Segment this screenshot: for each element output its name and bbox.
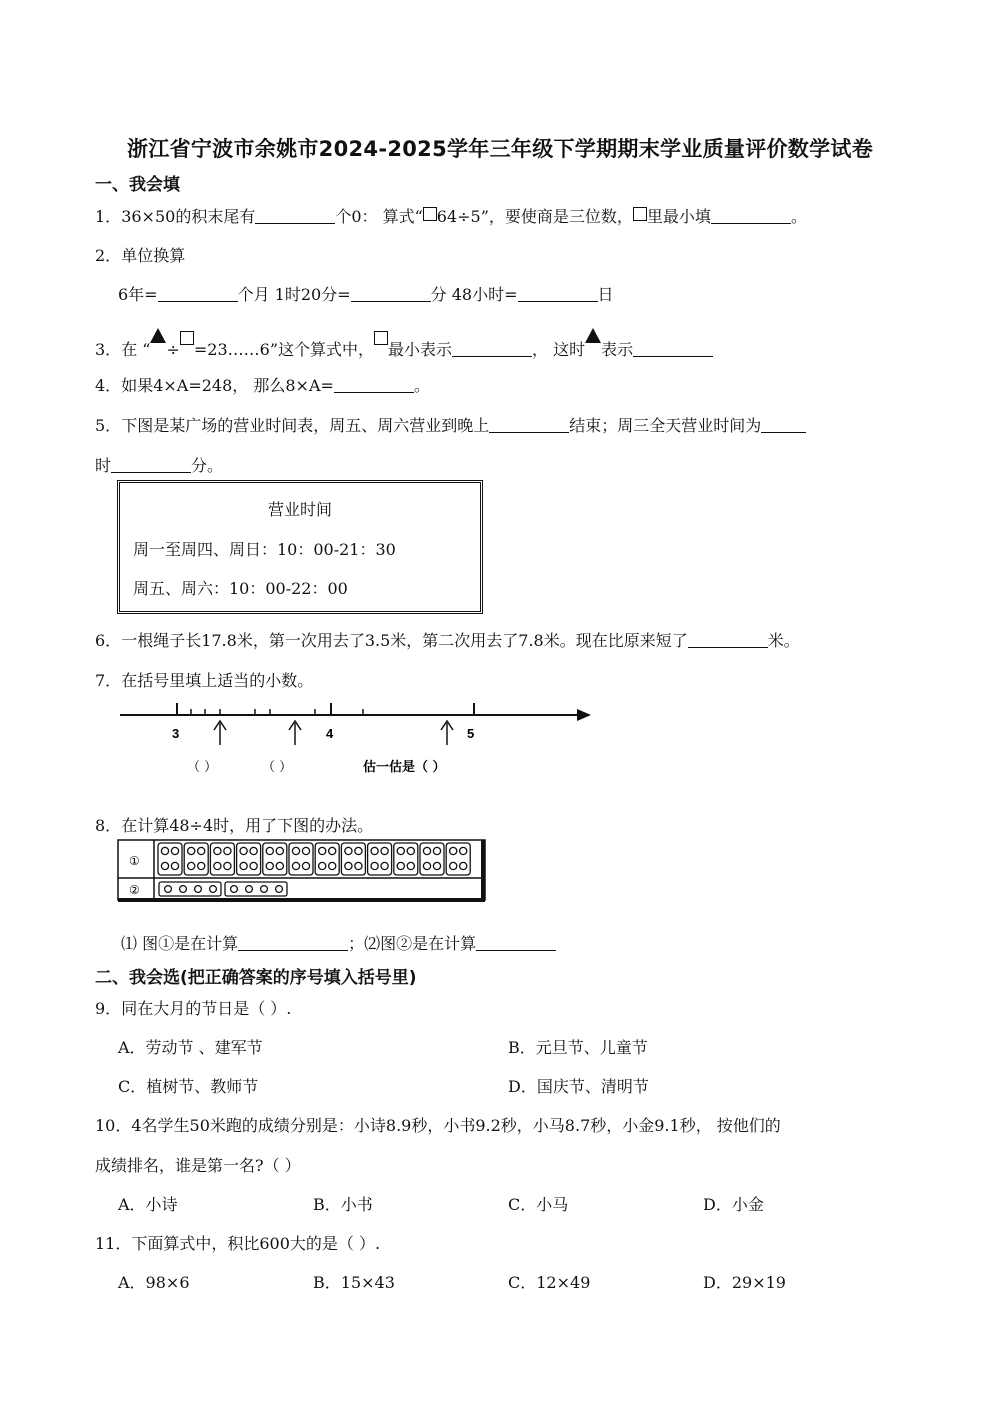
answer-blank[interactable] [688,633,768,648]
dot [195,886,202,893]
dot [407,847,414,854]
dot [381,847,388,854]
dot [423,847,430,854]
square-symbol [633,207,647,221]
tick-label: 5 [467,726,475,741]
dot [214,862,221,869]
answer-blank[interactable] [111,458,191,473]
dot [302,862,309,869]
option-d[interactable]: D．小金 [703,1195,764,1214]
answer-parentheses: （ ） [187,760,218,775]
dot [381,862,388,869]
answer-blank[interactable] [452,342,532,357]
dot [329,862,336,869]
dot [224,862,231,869]
option-a[interactable]: A．98×6 [118,1273,190,1292]
dot [355,847,362,854]
option-d[interactable]: D．国庆节、清明节 [508,1077,649,1096]
answer-parentheses: （ ） [262,760,293,775]
table-row: 周五、周六：10：00-22：00 [133,579,348,598]
question-4: 4．如果4×A=248， 那么8×A= 。 [95,376,430,395]
option-b[interactable]: B．小书 [313,1195,373,1214]
question-6: 6．一根绳子长17.8米，第一次用去了3.5米，第二次用去了7.8米。现在比原来短了 米。 [95,631,800,650]
table-title: 营业时间 [267,500,332,519]
answer-blank[interactable] [489,418,569,433]
square-symbol [374,331,388,345]
dot [371,847,378,854]
answer-blank[interactable] [255,209,335,224]
option-b[interactable]: B．元旦节、儿童节 [508,1038,648,1057]
dot [161,862,168,869]
dot [345,847,352,854]
question-5: 5．下图是某广场的营业时间表，周五、周六营业到晚上 结束；周三全天营业时间为 [95,413,806,436]
dot [246,886,253,893]
option-a[interactable]: A．劳动节 、建军节 [118,1038,263,1057]
question-11: 11．下面算式中，积比600大的是（ ）. [95,1234,381,1253]
question-8-subparts: ⑴ 图①是在计算 ；⑵图②是在计算 [121,931,556,954]
question-1: 1．36×50的积末尾有 个0： 算式“ 64÷5”，要使商是三位数， 里最小填 。 [95,207,807,226]
option-c[interactable]: C．植树节、教师节 [118,1077,259,1096]
dot [198,847,205,854]
triangle-symbol [585,328,601,343]
dot [161,847,168,854]
option-c[interactable]: C．小马 [508,1195,569,1214]
square-symbol [180,331,194,345]
dot [460,862,467,869]
dot [231,886,238,893]
answer-blank[interactable] [334,378,414,393]
dot [171,847,178,854]
row-label: ① [129,854,140,868]
dot [292,862,299,869]
dot [460,847,467,854]
dot [250,847,257,854]
dot [423,862,430,869]
dot [276,847,283,854]
dot [198,862,205,869]
dot [397,847,404,854]
option-c[interactable]: C．12×49 [508,1273,591,1292]
estimate-label: 估一估是（ ） [363,760,446,775]
question-5-cont: 时 分。 [95,456,224,475]
dot [329,847,336,854]
tick-label: 3 [172,726,180,741]
answer-blank[interactable] [476,936,556,951]
answer-blank[interactable] [761,418,806,433]
number-line-figure [115,693,600,783]
dot [433,847,440,854]
division-figure [117,838,489,904]
dot [276,862,283,869]
dot [188,862,195,869]
question-10-cont: 成绩排名，谁是第一名?（ ） [95,1156,301,1175]
question-9: 9．同在大月的节日是（ ）. [95,999,292,1018]
dot [371,862,378,869]
option-a[interactable]: A．小诗 [118,1195,178,1214]
dot [188,847,195,854]
dot [261,886,268,893]
dot [319,862,326,869]
dot [450,862,457,869]
dot [210,886,217,893]
dot [292,847,299,854]
question-7: 7．在括号里填上适当的小数。 [95,671,314,690]
option-d[interactable]: D．29×19 [703,1273,786,1292]
dot [266,862,273,869]
question-2: 2．单位换算 [95,246,186,265]
arrow-up-icon [214,721,226,745]
question-8: 8．在计算48÷4时，用了下图的办法。 [95,816,374,835]
dot [180,886,187,893]
dot [171,862,178,869]
dot [214,847,221,854]
question-2-conversions: 6年= 个月 1时20分= 分 48小时= 日 [118,285,614,304]
answer-blank[interactable] [518,287,598,302]
answer-blank[interactable] [158,287,238,302]
table-row: 周一至周四、周日：10：00-21：30 [133,540,396,559]
business-hours-table [117,480,483,614]
row-label: ② [129,883,140,897]
arrow-right-icon [577,709,591,721]
dot [450,847,457,854]
dot [224,847,231,854]
dot [240,862,247,869]
question-3: 3．在 “ ÷ =23……6”这个算式中， 最小表示 ， 这时 表示 [95,328,713,360]
dot [345,862,352,869]
square-symbol [423,207,437,221]
answer-blank[interactable] [633,342,713,357]
dot [266,847,273,854]
dot [165,886,172,893]
triangle-symbol [150,328,166,343]
option-b[interactable]: B．15×43 [313,1273,395,1292]
dot [250,862,257,869]
section-heading-fill: 一、我会填 [95,175,180,195]
dot [240,847,247,854]
arrow-up-icon [441,721,453,745]
page-title: 浙江省宁波市余姚市2024-2025学年三年级下学期期末学业质量评价数学试卷 [126,137,873,161]
answer-blank[interactable] [238,936,348,951]
arrow-up-icon [289,721,301,745]
tick-label: 4 [326,726,334,741]
answer-blank[interactable] [711,209,791,224]
answer-blank[interactable] [351,287,431,302]
dot [276,886,283,893]
dot [355,862,362,869]
dot [302,847,309,854]
dot [319,847,326,854]
dot [397,862,404,869]
question-10: 10．4名学生50米跑的成绩分别是：小诗8.9秒，小书9.2秒，小马8.7秒，小金9.1秒， 按他们的 [95,1116,781,1135]
section-heading-choice: 二、我会选(把正确答案的序号填入括号里) [95,968,417,988]
dot [433,862,440,869]
dot [407,862,414,869]
